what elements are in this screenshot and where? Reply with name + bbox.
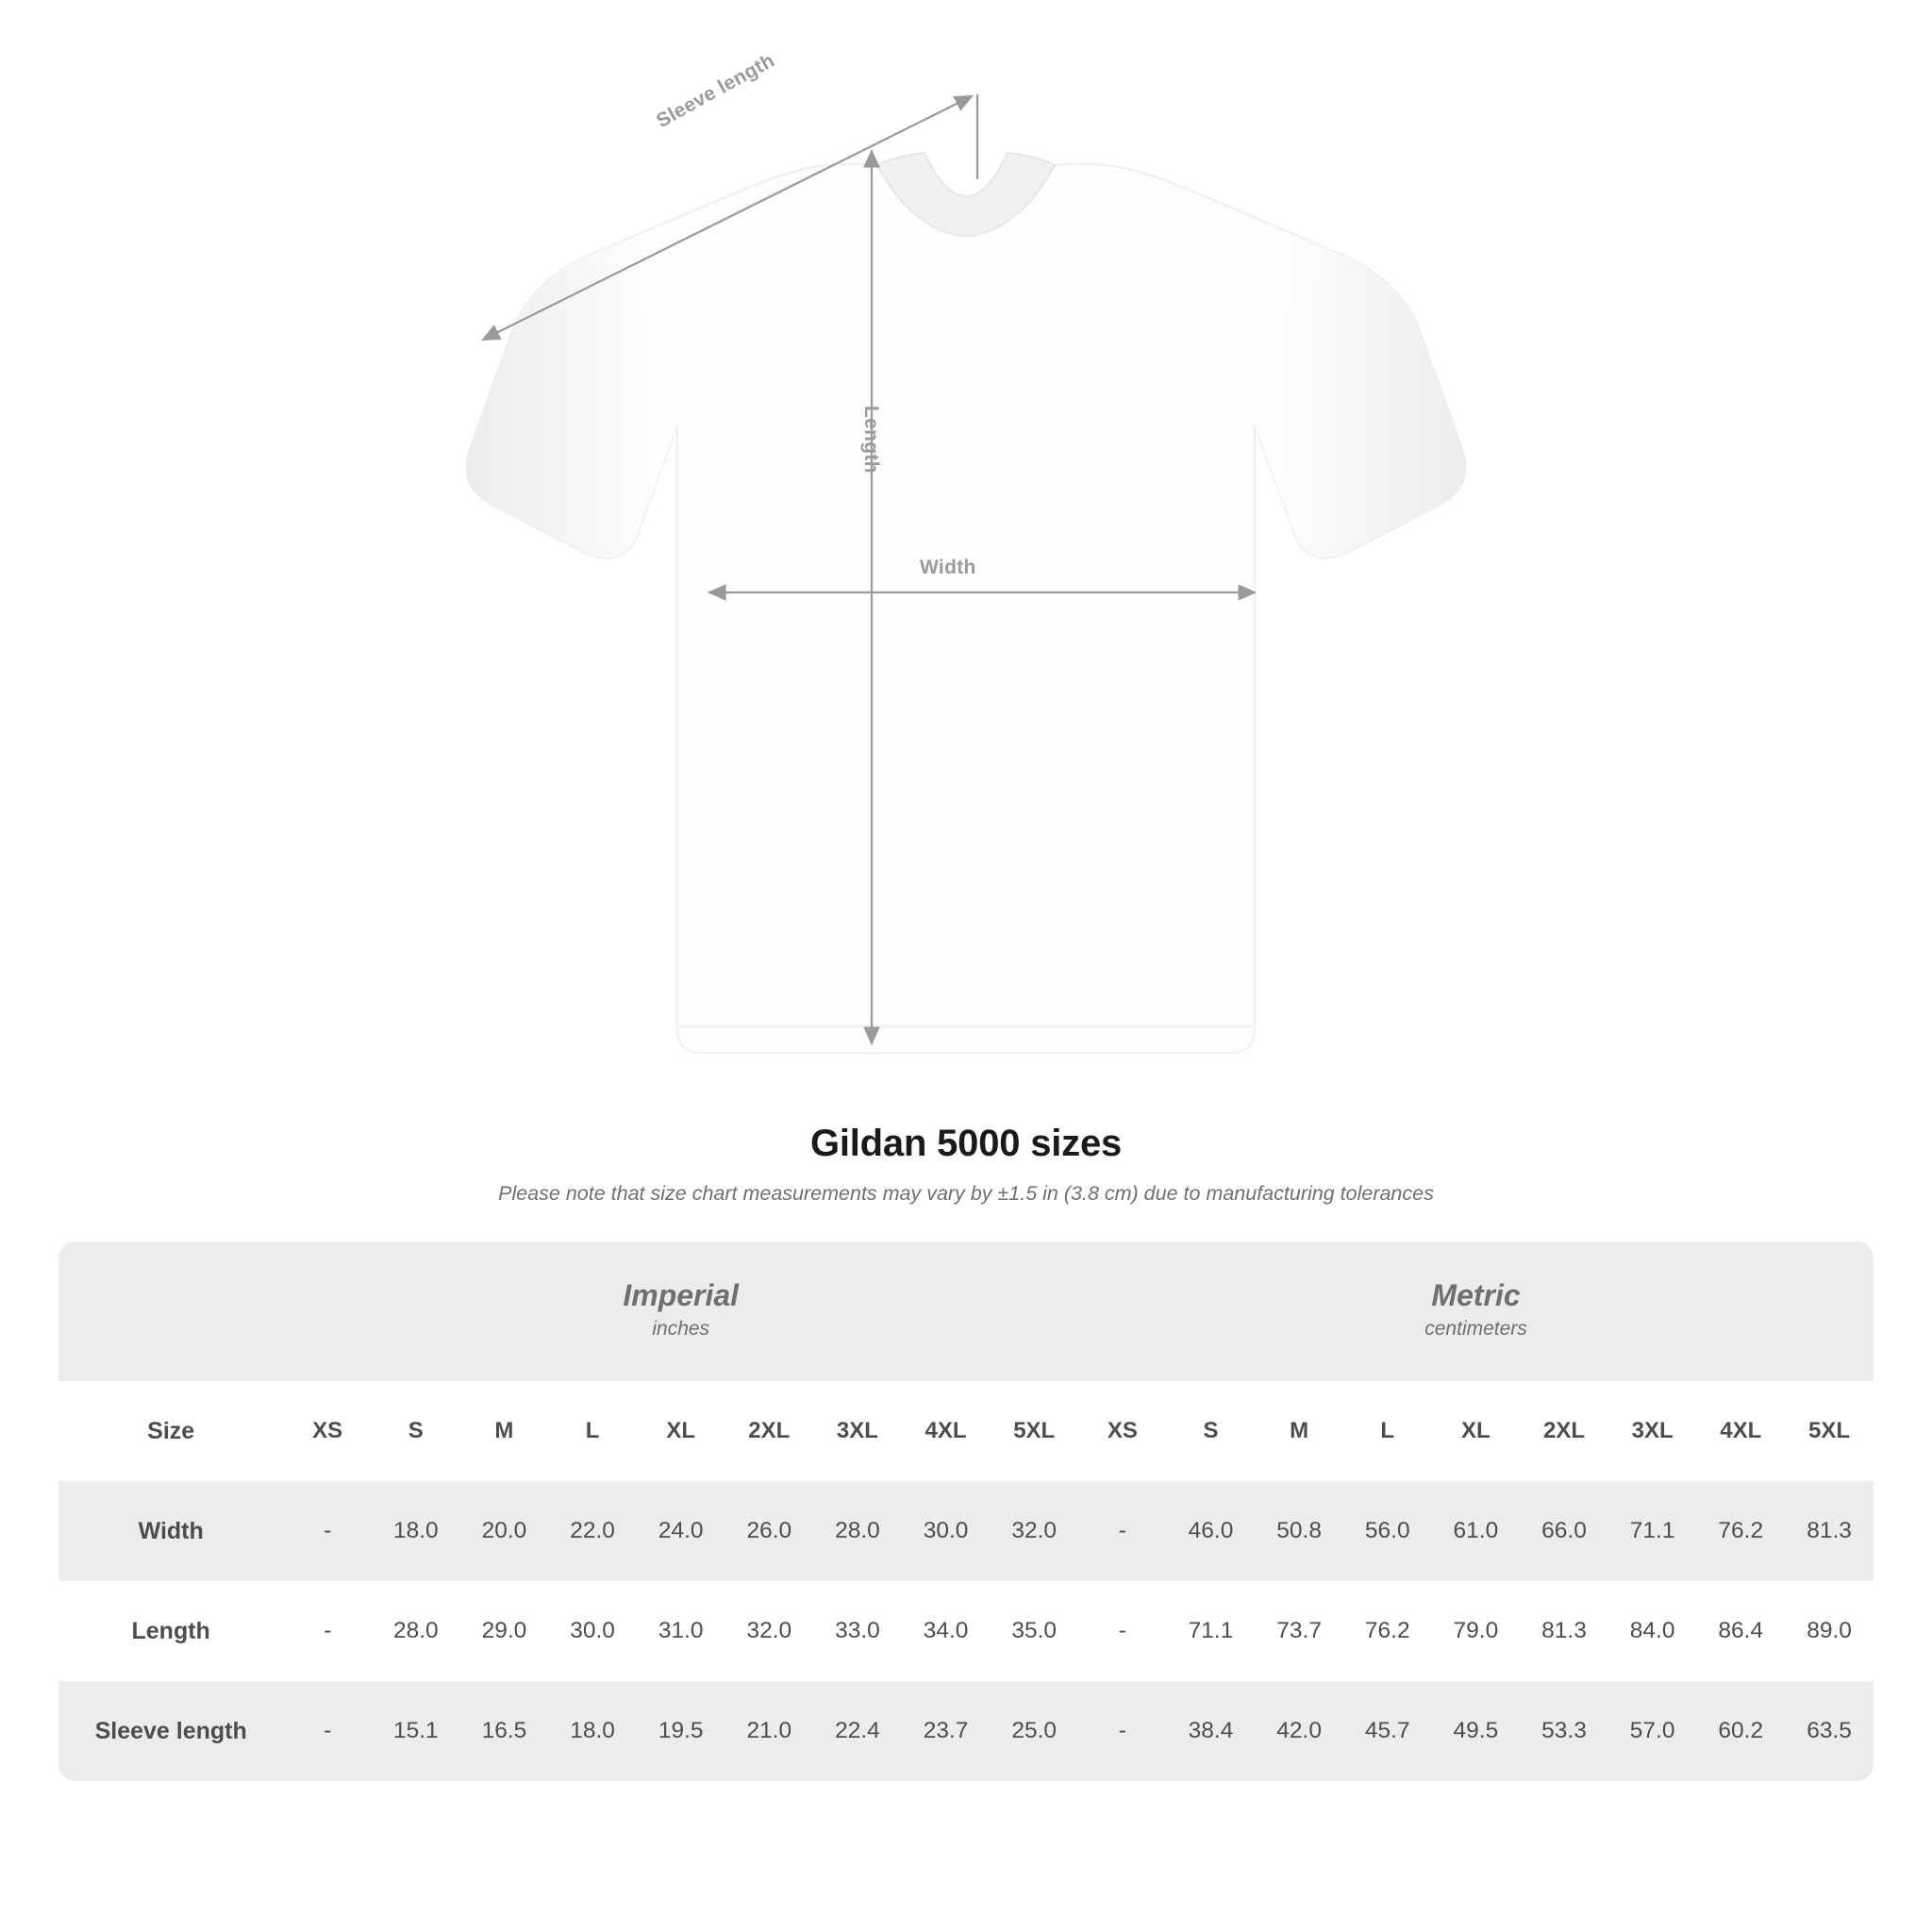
row-label-length: Length — [58, 1581, 283, 1681]
size-header-metric-4xl: 4XL — [1696, 1381, 1785, 1481]
unit-imperial-cell — [283, 1241, 1078, 1381]
unit-spacer-cell — [58, 1241, 283, 1381]
row-label-width: Width — [58, 1481, 283, 1581]
cell-length-imperial-m: 29.0 — [460, 1581, 549, 1681]
metric-units-label: centimeters — [1424, 1317, 1527, 1340]
cell-width-metric-4xl: 76.2 — [1696, 1481, 1785, 1581]
unit-metric-cell — [1078, 1241, 1874, 1381]
cell-sleeve-imperial-m: 16.5 — [460, 1681, 549, 1781]
size-header-imperial-s: S — [372, 1381, 460, 1481]
heading-block — [0, 1123, 1932, 1206]
cell-sleeve-imperial-4xl: 23.7 — [902, 1681, 991, 1781]
cell-width-imperial-xs: - — [283, 1481, 372, 1581]
size-header-metric-2xl: 2XL — [1520, 1381, 1608, 1481]
size-header-imperial-3xl: 3XL — [813, 1381, 902, 1481]
cell-sleeve-metric-s: 38.4 — [1167, 1681, 1256, 1781]
cell-length-metric-4xl: 86.4 — [1696, 1581, 1785, 1681]
cell-length-metric-s: 71.1 — [1167, 1581, 1256, 1681]
width-label: Width — [920, 557, 976, 578]
size-header-metric-l: L — [1343, 1381, 1432, 1481]
cell-length-metric-3xl: 84.0 — [1608, 1581, 1697, 1681]
size-header-label: Size — [58, 1381, 283, 1481]
size-header-imperial-xs: XS — [283, 1381, 372, 1481]
cell-sleeve-imperial-2xl: 21.0 — [724, 1681, 813, 1781]
table-row — [58, 1481, 1874, 1581]
cell-width-imperial-s: 18.0 — [372, 1481, 460, 1581]
cell-length-imperial-l: 30.0 — [548, 1581, 637, 1681]
cell-width-imperial-l: 22.0 — [548, 1481, 637, 1581]
cell-length-metric-xl: 79.0 — [1432, 1581, 1521, 1681]
table-row — [58, 1581, 1874, 1681]
cell-sleeve-imperial-5xl: 25.0 — [990, 1681, 1078, 1781]
cell-sleeve-imperial-xl: 19.5 — [637, 1681, 725, 1781]
cell-sleeve-imperial-3xl: 22.4 — [813, 1681, 902, 1781]
size-header-imperial-2xl: 2XL — [724, 1381, 813, 1481]
cell-length-imperial-s: 28.0 — [372, 1581, 460, 1681]
cell-length-imperial-2xl: 32.0 — [724, 1581, 813, 1681]
size-header-imperial-4xl: 4XL — [902, 1381, 991, 1481]
tshirt-shape — [467, 153, 1466, 1053]
size-header-imperial-m: M — [460, 1381, 549, 1481]
sleeve-length-label: Sleeve length — [653, 49, 778, 133]
size-header-imperial-l: L — [548, 1381, 637, 1481]
cell-width-metric-m: 50.8 — [1255, 1481, 1343, 1581]
cell-length-metric-m: 73.7 — [1255, 1581, 1343, 1681]
length-label: Length — [860, 406, 882, 474]
cell-width-metric-l: 56.0 — [1343, 1481, 1432, 1581]
cell-width-metric-xl: 61.0 — [1432, 1481, 1521, 1581]
cell-length-imperial-3xl: 33.0 — [813, 1581, 902, 1681]
cell-sleeve-metric-m: 42.0 — [1255, 1681, 1343, 1781]
cell-sleeve-imperial-l: 18.0 — [548, 1681, 637, 1781]
size-header-metric-s: S — [1167, 1381, 1256, 1481]
size-header-metric-xl: XL — [1432, 1381, 1521, 1481]
table-row — [58, 1681, 1874, 1781]
cell-length-imperial-xs: - — [283, 1581, 372, 1681]
size-table — [58, 1241, 1874, 1781]
cell-sleeve-imperial-s: 15.1 — [372, 1681, 460, 1781]
cell-width-imperial-xl: 24.0 — [637, 1481, 725, 1581]
cell-sleeve-metric-2xl: 53.3 — [1520, 1681, 1608, 1781]
imperial-units-label: inches — [652, 1317, 710, 1340]
size-header-metric-xs: XS — [1078, 1381, 1167, 1481]
cell-length-imperial-xl: 31.0 — [637, 1581, 725, 1681]
cell-width-imperial-4xl: 30.0 — [902, 1481, 991, 1581]
size-header-metric-m: M — [1255, 1381, 1343, 1481]
size-header-metric-5xl: 5XL — [1785, 1381, 1874, 1481]
cell-sleeve-metric-5xl: 63.5 — [1785, 1681, 1874, 1781]
cell-sleeve-metric-xl: 49.5 — [1432, 1681, 1521, 1781]
cell-length-metric-l: 76.2 — [1343, 1581, 1432, 1681]
cell-width-metric-3xl: 71.1 — [1608, 1481, 1697, 1581]
cell-width-imperial-3xl: 28.0 — [813, 1481, 902, 1581]
page-title: Gildan 5000 sizes — [809, 1123, 1123, 1164]
size-table-wrapper — [58, 1241, 1874, 1781]
unit-system-row — [58, 1241, 1874, 1381]
cell-sleeve-metric-3xl: 57.0 — [1608, 1681, 1697, 1781]
size-header-row — [58, 1381, 1874, 1481]
cell-width-imperial-2xl: 26.0 — [724, 1481, 813, 1581]
tolerance-note: Please note that size chart measurements may vary by ±1.5 in (3.8 cm) due to manufacturing tolerances — [498, 1182, 1434, 1205]
cell-width-imperial-5xl: 32.0 — [990, 1481, 1078, 1581]
cell-sleeve-metric-xs: - — [1078, 1681, 1167, 1781]
size-header-imperial-xl: XL — [637, 1381, 725, 1481]
size-header-metric-3xl: 3XL — [1608, 1381, 1697, 1481]
cell-length-metric-5xl: 89.0 — [1785, 1581, 1874, 1681]
cell-width-metric-s: 46.0 — [1167, 1481, 1256, 1581]
cell-width-metric-2xl: 66.0 — [1520, 1481, 1608, 1581]
cell-width-metric-5xl: 81.3 — [1785, 1481, 1874, 1581]
cell-sleeve-metric-l: 45.7 — [1343, 1681, 1432, 1781]
size-header-imperial-5xl: 5XL — [990, 1381, 1078, 1481]
cell-sleeve-metric-4xl: 60.2 — [1696, 1681, 1785, 1781]
imperial-system-label: Imperial — [623, 1277, 740, 1312]
cell-width-imperial-m: 20.0 — [460, 1481, 549, 1581]
cell-length-metric-2xl: 81.3 — [1520, 1581, 1608, 1681]
cell-sleeve-imperial-xs: - — [283, 1681, 372, 1781]
cell-length-imperial-4xl: 34.0 — [902, 1581, 991, 1681]
cell-length-imperial-5xl: 35.0 — [990, 1581, 1078, 1681]
cell-length-metric-xs: - — [1078, 1581, 1167, 1681]
cell-width-metric-xs: - — [1078, 1481, 1167, 1581]
metric-system-label: Metric — [1431, 1277, 1521, 1312]
row-label-sleeve-length: Sleeve length — [58, 1681, 283, 1781]
